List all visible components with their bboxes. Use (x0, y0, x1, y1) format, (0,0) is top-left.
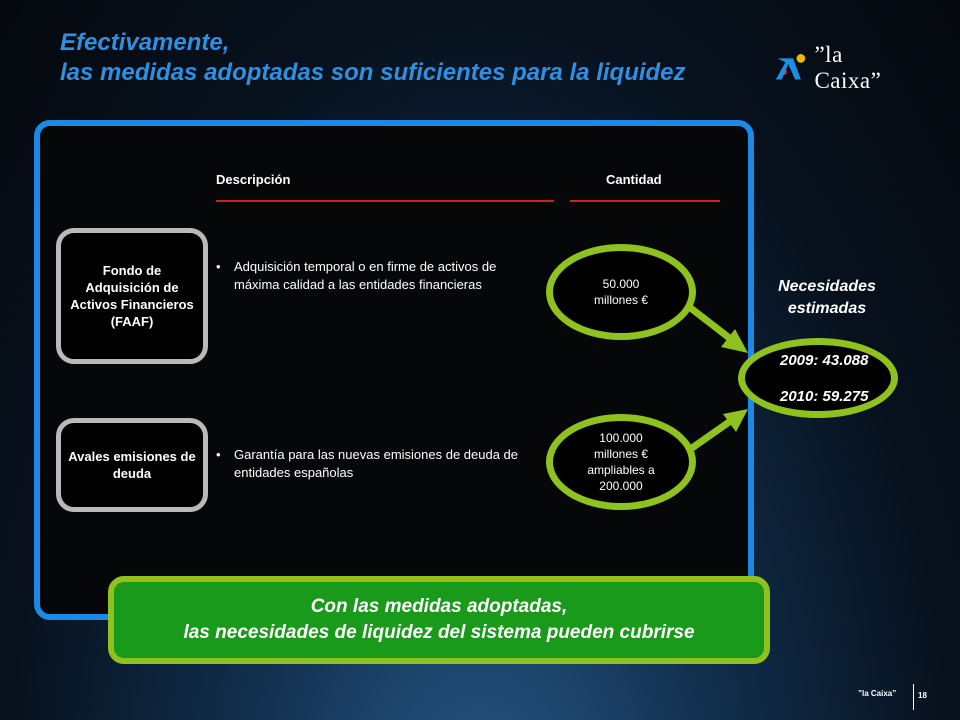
faaf-description (214, 258, 534, 294)
faaf-amount (546, 244, 696, 340)
description-underline (216, 200, 554, 202)
page-title (60, 28, 686, 88)
needs-2009: 2009: 43.088 (780, 352, 869, 369)
avales-amount-line-2: millones € (593, 447, 649, 461)
title-line-2: las medidas adoptadas son suficientes para la liquidez (60, 59, 686, 86)
banner-line-2: las necesidades de liquidez del sistema pueden cubrirse (183, 622, 695, 643)
avales-box (56, 418, 208, 512)
header-description: Descripción (216, 172, 291, 187)
star-icon (772, 50, 810, 86)
avales-description (214, 446, 534, 482)
needs-ellipse (738, 338, 898, 418)
avales-description-text: • Garantía para las nuevas emisiones de deuda de entidades españolas (234, 446, 534, 482)
footer-divider (913, 684, 914, 710)
page-number: 18 (918, 691, 927, 700)
la-caixa-logo (772, 42, 912, 93)
title-line-1: Efectivamente, (60, 29, 230, 56)
needs-title-line-1: Necesidades (778, 278, 876, 295)
footer-brand: ”la Caixa” (858, 689, 897, 698)
avales-amount-line-1: 100.000 (599, 431, 643, 445)
conclusion-banner (108, 576, 770, 664)
avales-amount (546, 414, 696, 510)
faaf-label: Fondo de Adquisición de Activos Financieros (FAAF) (70, 263, 194, 329)
faaf-description-text: • Adquisición temporal o en firme de activos de máxima calidad a las entidades financieras (234, 258, 534, 294)
amount-underline (570, 200, 720, 202)
faaf-box (56, 228, 208, 364)
main-panel (34, 120, 754, 620)
avales-label: Avales emisiones de deuda (68, 449, 196, 481)
header-amount: Cantidad (606, 172, 662, 187)
avales-amount-line-4: 200.000 (599, 479, 643, 493)
faaf-amount-line-1: 50.000 (602, 277, 640, 291)
logo-text: ”la Caixa” (814, 42, 882, 93)
needs-title-line-2: estimadas (787, 300, 867, 317)
banner-line-1: Con las medidas adoptadas, (310, 596, 568, 617)
avales-amount-line-3: ampliables a (587, 463, 655, 477)
faaf-amount-line-2: millones € (593, 293, 649, 307)
needs-2010: 2010: 59.275 (780, 388, 869, 405)
needs-title (752, 276, 902, 320)
